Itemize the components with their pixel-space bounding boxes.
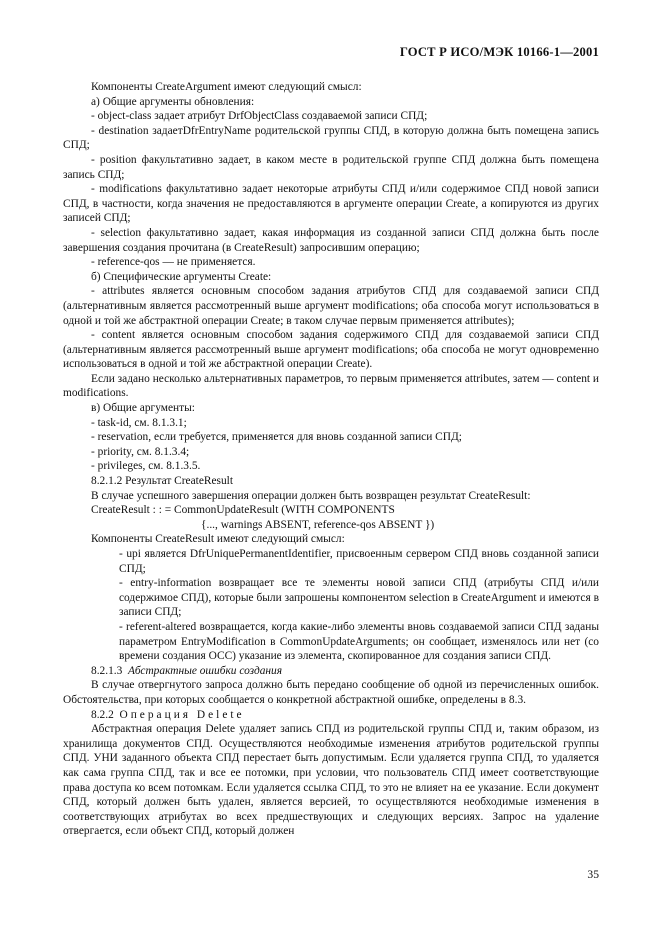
list-item: - referent-altered возвращается, когда какие-либо элементы вновь создаваемой записи СПД заданы параметром EntryModification в CommonUpdateArguments; он сообщает, изменялось или нет (со времени создания ОСС) указание из элемента, скопированное для создания записи СПД. [119, 620, 599, 663]
section-title: Операция Delete [119, 708, 245, 721]
section-number: 8.2.2 [91, 708, 114, 721]
paragraph: В случае успешного завершения операции должен быть возвращен результат CreateResult: [91, 489, 531, 502]
standard-header: ГОСТ Р ИСО/МЭК 10166-1—2001 [399, 45, 599, 59]
section-title: Абстрактные ошибки создания [128, 664, 283, 677]
body-text [63, 80, 599, 839]
section-heading [63, 664, 599, 679]
code-line: CreateResult : : = CommonUpdateResult (WITH COMPONENTS [91, 504, 395, 517]
list-item: - content является основным способом задания содержимого СПД для создаваемой записи СПД (альтернативным является рассмотренный выше аргумент modifications; оба способа не могут одновременно использоваться в одной и той же абстрактной операции Create). [63, 329, 599, 371]
list-heading: в) Общие аргументы: [91, 402, 195, 415]
list-item: - entry-information возвращает все те элементы новой записи СПД (атрибуты СПД и/или содержимое СПД), которые были запрошены компонентом selection в CreateArgument и имеются в записи СПД; [119, 577, 599, 619]
paragraph: Компоненты CreateArgument имеют следующий смысл: [91, 81, 362, 93]
list-item: - position факультативно задает, в каком месте в родительской группе СПД должна быть помещена запись СПД; [63, 153, 599, 181]
list-item: - object-class задает атрибут DrfObjectClass создаваемой записи СПД; [91, 110, 428, 123]
list-item: - selection факультативно задает, какая информация из созданной записи СПД должна быть после завершения создания прочитана (в CreateResult) запросившим операцию; [63, 226, 599, 254]
page-number: 35 [587, 868, 599, 881]
paragraph: Если задано несколько альтернативных параметров, то первым применяется attributes, затем — content и modifications. [63, 372, 599, 400]
paragraph: В случае отвергнутого запроса должно быть передано сообщение об одной из перечисленных ошибок. Обстоятельства, при которых сообщается о конкретной абстрактной ошибке, определены в 8.3. [63, 679, 599, 706]
list-item: - destination задаетDfrEntryName родительской группы СПД, в которую должна быть помещена запись СПД; [63, 124, 599, 152]
paragraph: Компоненты CreateResult имеют следующий смысл: [91, 533, 345, 546]
list-item: - modifications факультативно задает некоторые атрибуты СПД и/или содержимое СПД новой записи СПД, в частности, когда значения не предоставляются в аргументе операции Create, а копируются из других записей СПД; [63, 183, 599, 225]
section-heading [63, 708, 599, 723]
list-item: - task-id, см. 8.1.3.1; [91, 416, 187, 429]
list-item: - priority, см. 8.1.3.4; [91, 445, 190, 458]
list-item: - attributes является основным способом задания атрибутов СПД для создаваемой записи СПД (альтернативным является рассмотренный выше аргумент modifications; оба способа могут использоваться в одной и той же абстрактной операции Create; в таком случае первым применяется attributes); [63, 285, 599, 327]
list-heading: б) Специфические аргументы Create: [91, 270, 272, 283]
code-line: {..., warnings ABSENT, reference-qos ABSENT }) [201, 518, 435, 531]
list-heading: а) Общие аргументы обновления: [91, 95, 255, 108]
section-heading: 8.2.1.2 Результат CreateResult [91, 475, 233, 488]
section-number: 8.2.1.3 [91, 664, 123, 677]
list-item: - upi является DfrUniquePermanentIdentifier, присвоенным сервером СПД вновь созданной записи СПД; [119, 548, 599, 575]
list-item: - privileges, см. 8.1.3.5. [91, 460, 201, 473]
list-item: - reference-qos — не применяется. [91, 256, 256, 269]
paragraph: Абстрактная операция Delete удаляет запись СПД из родительской группы СПД и, таким образом, из хранилища документов СПД. Осуществляются необходимые изменения атрибутов родительской группы СПД. УНИ заданного объекта СПД перестает быть допустимым. Если удаляется группа СПД, то удаляется как сама группа СПД, так и все ее потомки, при условии, что пользователь СПД имеет соответствующие права доступа ко всем потомкам. Если удаляется ссылка СПД, то это не влияет на ее указание. Если документ СПД, который должен быть удален, является версией, то осуществляются необходимые изменения в соответствующих атрибутах во всех предшествующих и следующих версиях. Запрос на удаление отвергается, если объект СПД, который должен [63, 723, 599, 838]
list-item: - reservation, если требуется, применяется для вновь созданной записи СПД; [91, 431, 462, 444]
